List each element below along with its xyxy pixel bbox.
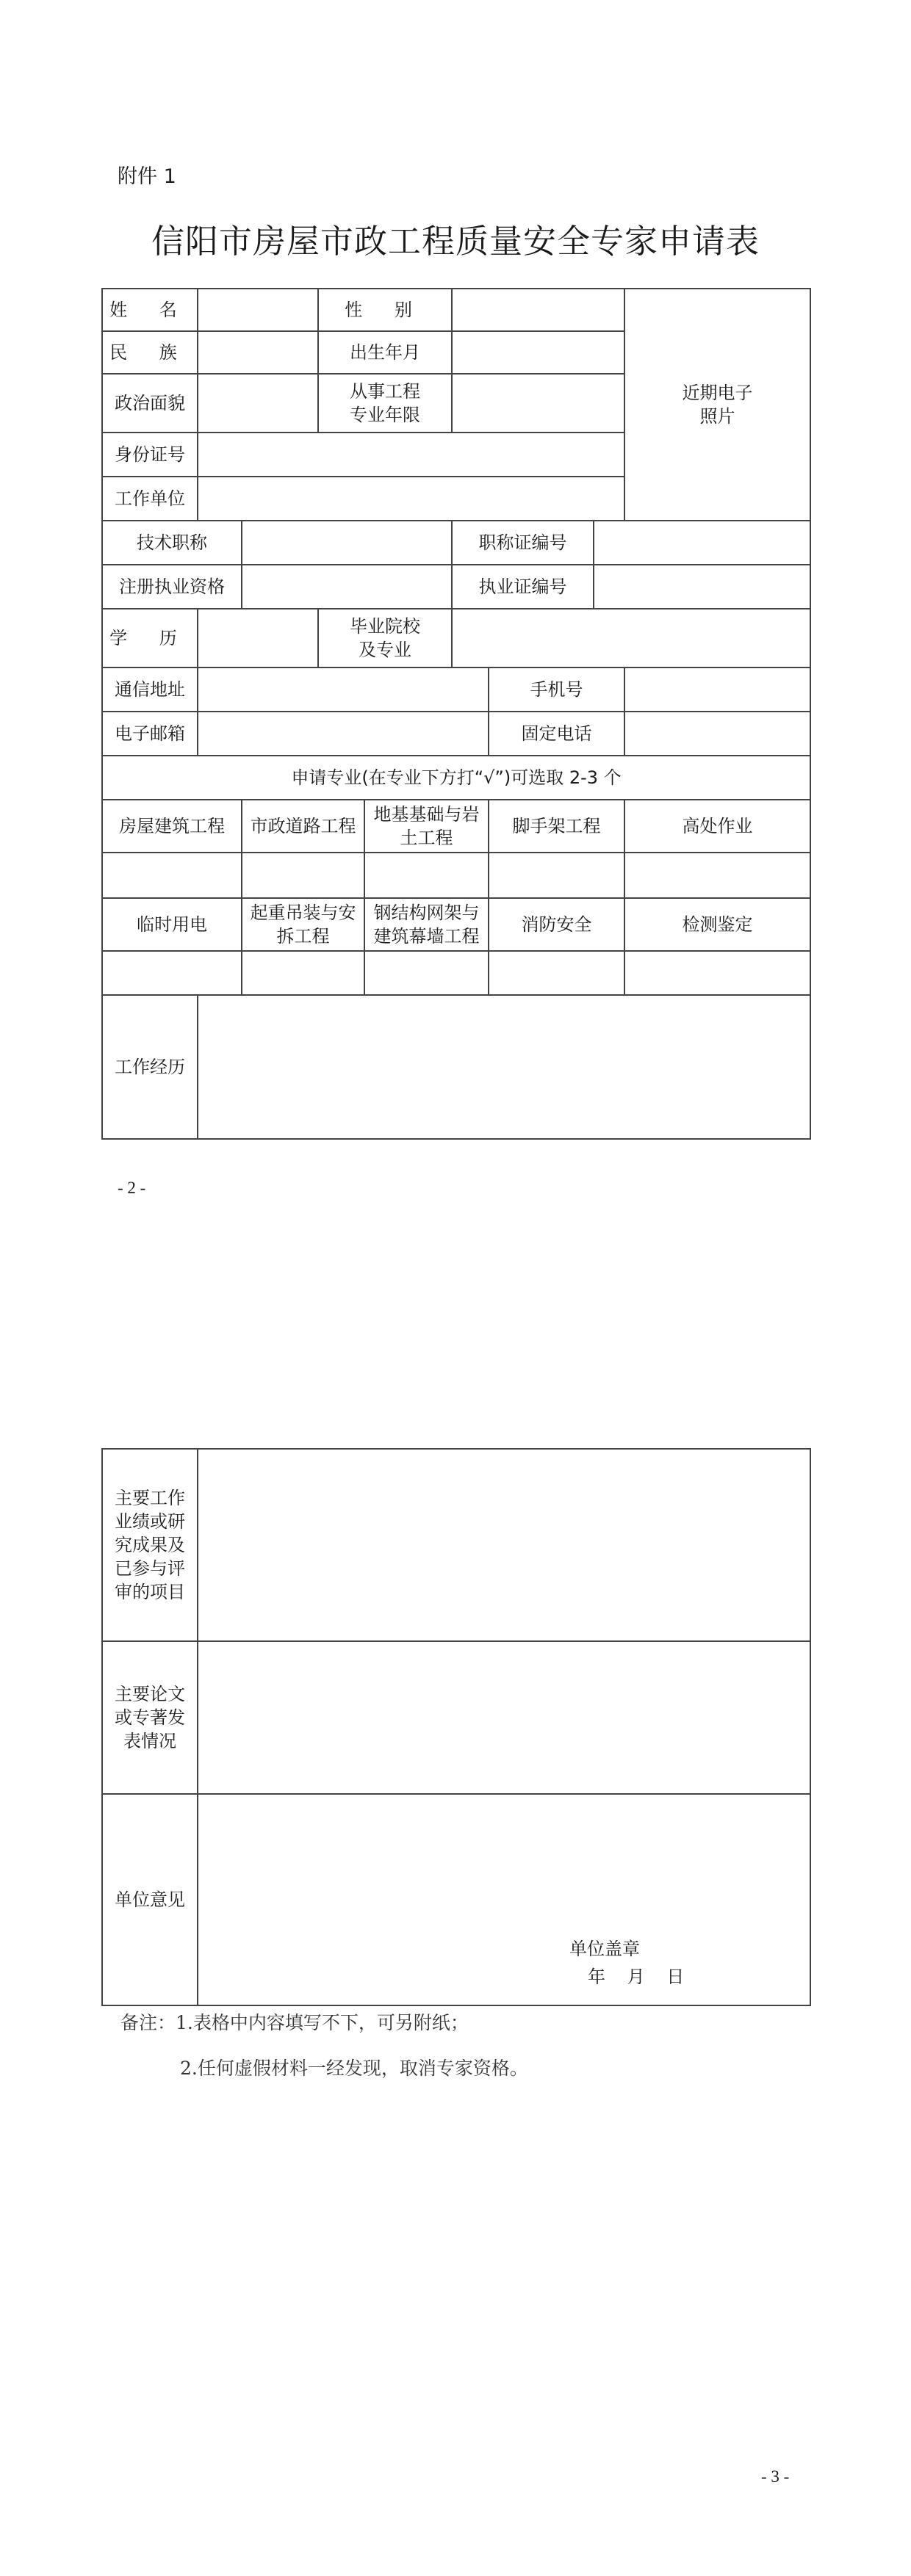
label-phone: 固定电话 (489, 712, 624, 756)
page-number-3: - 3 - (761, 2467, 790, 2486)
major-scaffold: 脚手架工程 (489, 800, 624, 853)
check-cell[interactable] (364, 951, 489, 995)
major-inspection: 检测鉴定 (624, 898, 810, 951)
label-papers: 主要论文 或专著发 表情况 (102, 1641, 198, 1794)
field-email[interactable] (198, 712, 489, 756)
label-achievements: 主要工作 业绩或研 究成果及 已参与评 审的项目 (102, 1449, 198, 1641)
label-tech-title: 技术职称 (102, 521, 242, 565)
field-title-cert[interactable] (594, 521, 810, 565)
field-employer[interactable] (198, 477, 624, 521)
label-id: 身份证号 (102, 433, 198, 477)
attachment-label: 附件 1 (118, 165, 176, 188)
field-opinion[interactable] (198, 1794, 810, 2005)
field-phone[interactable] (624, 712, 810, 756)
major-height-work: 高处作业 (624, 800, 810, 853)
label-years: 从事工程 专业年限 (318, 374, 452, 433)
photo-box[interactable] (624, 289, 810, 521)
check-cell[interactable] (624, 951, 810, 995)
label-mobile: 手机号 (489, 667, 624, 712)
field-name[interactable] (198, 289, 318, 331)
application-form-continued (101, 1448, 811, 2006)
label-birth: 出生年月 (318, 331, 452, 374)
label-practice-cert: 执业证编号 (452, 565, 594, 609)
major-steel-structure: 钢结构网架与 建筑幕墙工程 (364, 898, 489, 951)
field-achievements[interactable] (198, 1449, 810, 1641)
label-opinion: 单位意见 (102, 1794, 198, 2005)
photo-label: 近期电子 照片 (682, 383, 753, 427)
field-birth[interactable] (452, 331, 624, 374)
check-cell[interactable] (242, 951, 364, 995)
label-title-cert: 职称证编号 (452, 521, 594, 565)
check-cell[interactable] (102, 951, 242, 995)
field-address[interactable] (198, 667, 489, 712)
field-mobile[interactable] (624, 667, 810, 712)
date-label: 年 月 日 (588, 1967, 685, 1987)
field-ethnicity[interactable] (198, 331, 318, 374)
field-education[interactable] (198, 609, 318, 667)
seal-label: 单位盖章 (569, 1939, 640, 1959)
label-address: 通信地址 (102, 667, 198, 712)
major-foundation: 地基基础与岩 土工程 (364, 800, 489, 853)
label-school: 毕业院校 及专业 (318, 609, 452, 667)
label-reg-qual: 注册执业资格 (102, 565, 242, 609)
field-id[interactable] (198, 433, 624, 477)
label-gender: 性 别 (318, 289, 452, 331)
check-cell[interactable] (624, 853, 810, 898)
check-cell[interactable] (489, 951, 624, 995)
field-gender[interactable] (452, 289, 624, 331)
field-work-history[interactable] (198, 995, 810, 1139)
label-email: 电子邮箱 (102, 712, 198, 756)
label-name: 姓 名 (102, 289, 198, 331)
label-employer: 工作单位 (102, 477, 198, 521)
label-ethnicity: 民 族 (102, 331, 198, 374)
note-2: 2.任何虚假材料一经发现，取消专家资格。 (180, 2058, 528, 2079)
check-cell[interactable] (242, 853, 364, 898)
field-years[interactable] (452, 374, 624, 433)
field-papers[interactable] (198, 1641, 810, 1794)
major-building: 房屋建筑工程 (102, 800, 242, 853)
field-reg-qual[interactable] (242, 565, 452, 609)
application-form (101, 288, 811, 1140)
form-title: 信阳市房屋市政工程质量安全专家申请表 (151, 222, 760, 261)
check-cell[interactable] (102, 853, 242, 898)
field-tech-title[interactable] (242, 521, 452, 565)
major-municipal-road: 市政道路工程 (242, 800, 364, 853)
page-number-2: - 2 - (118, 1179, 146, 1197)
label-education: 学 历 (102, 609, 198, 667)
note-1: 备注：1.表格中内容填写不下，可另附纸； (120, 2012, 469, 2033)
major-lifting: 起重吊装与安 拆工程 (242, 898, 364, 951)
major-temp-power: 临时用电 (102, 898, 242, 951)
label-work-history: 工作经历 (102, 995, 198, 1139)
check-cell[interactable] (364, 853, 489, 898)
apply-note: 申请专业(在专业下方打“√”)可选取 2-3 个 (102, 756, 810, 800)
check-cell[interactable] (489, 853, 624, 898)
field-politics[interactable] (198, 374, 318, 433)
field-school[interactable] (452, 609, 810, 667)
major-fire-safety: 消防安全 (489, 898, 624, 951)
label-politics: 政治面貌 (102, 374, 198, 433)
field-practice-cert[interactable] (594, 565, 810, 609)
